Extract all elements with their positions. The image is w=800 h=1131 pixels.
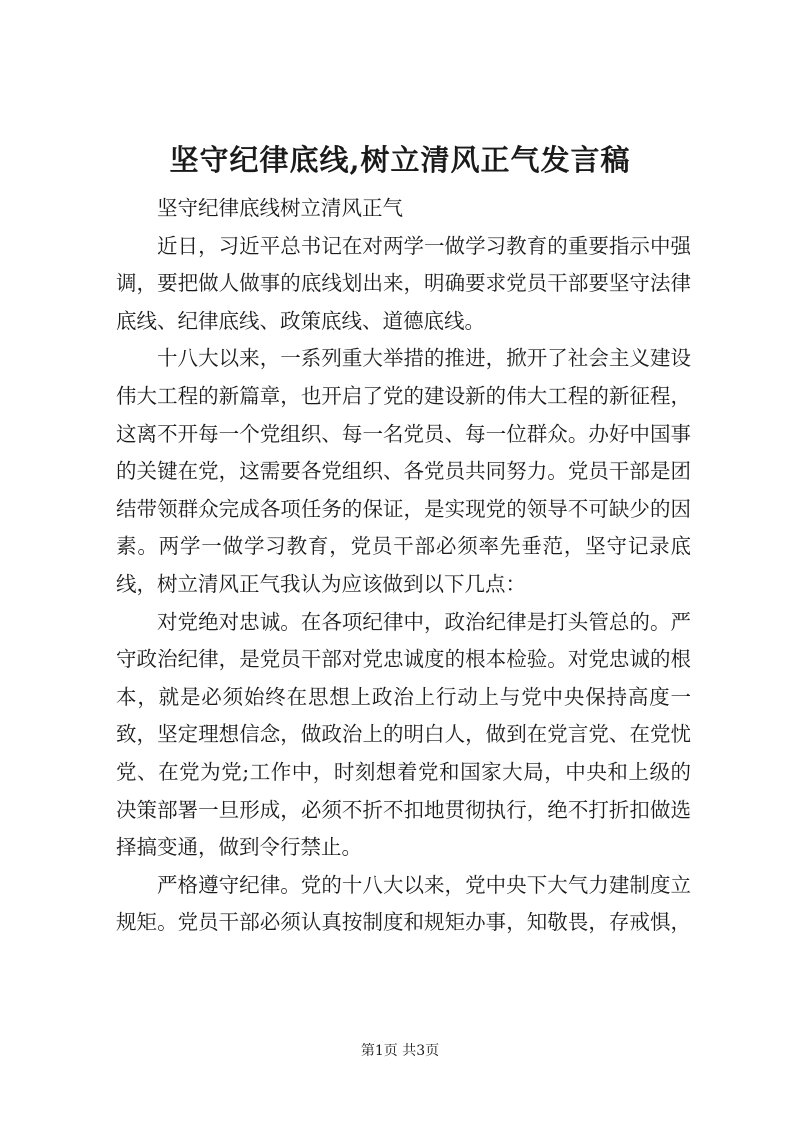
paragraph: 近日，习近平总书记在对两学一做学习教育的重要指示中强调，要把做人做事的底线划出来，明确要求党员干部要坚守法律底线、纪律底线、政策底线、道德底线。 xyxy=(116,233,691,333)
page-footer: 第1页 共3页 xyxy=(360,1043,440,1059)
paragraph: 严格遵守纪律。党的十八大以来，党中央下大气力建制度立规矩。党员干部必须认真按制度和规矩办事，知敬畏，存戒惧， xyxy=(116,872,691,935)
document-body xyxy=(116,190,691,942)
paragraph-subtitle: 坚守纪律底线树立清风正气 xyxy=(157,196,403,220)
paragraph: 十八大以来，一系列重大举措的推进，掀开了社会主义建设伟大工程的新篇章，也开启了党的建设新的伟大工程的新征程，这离不开每一个党组织、每一名党员、每一位群众。办好中国事的关键在党，这需要各党组织、各党员共同努力。党员干部是团结带领群众完成各项任务的保证，是实现党的领导不可缺少的因素。两学一做学习教育，党员干部必须率先垂范，坚守记录底线，树立清风正气我认为应该做到以下几点： xyxy=(116,346,691,596)
document-title: 坚守纪律底线,树立清风正气发言稿 xyxy=(169,143,631,177)
paragraph: 对党绝对忠诚。在各项纪律中，政治纪律是打头管总的。严守政治纪律，是党员干部对党忠诚度的根本检验。对党忠诚的根本，就是必须始终在思想上政治上行动上与党中央保持高度一致，坚定理想信念，做政治上的明白人，做到在党言党、在党忧党、在党为党;工作中，时刻想着党和国家大局，中央和上级的决策部署一旦形成，必须不折不扣地贯彻执行，绝不打折扣做选择搞变通，做到令行禁止。 xyxy=(116,609,691,860)
